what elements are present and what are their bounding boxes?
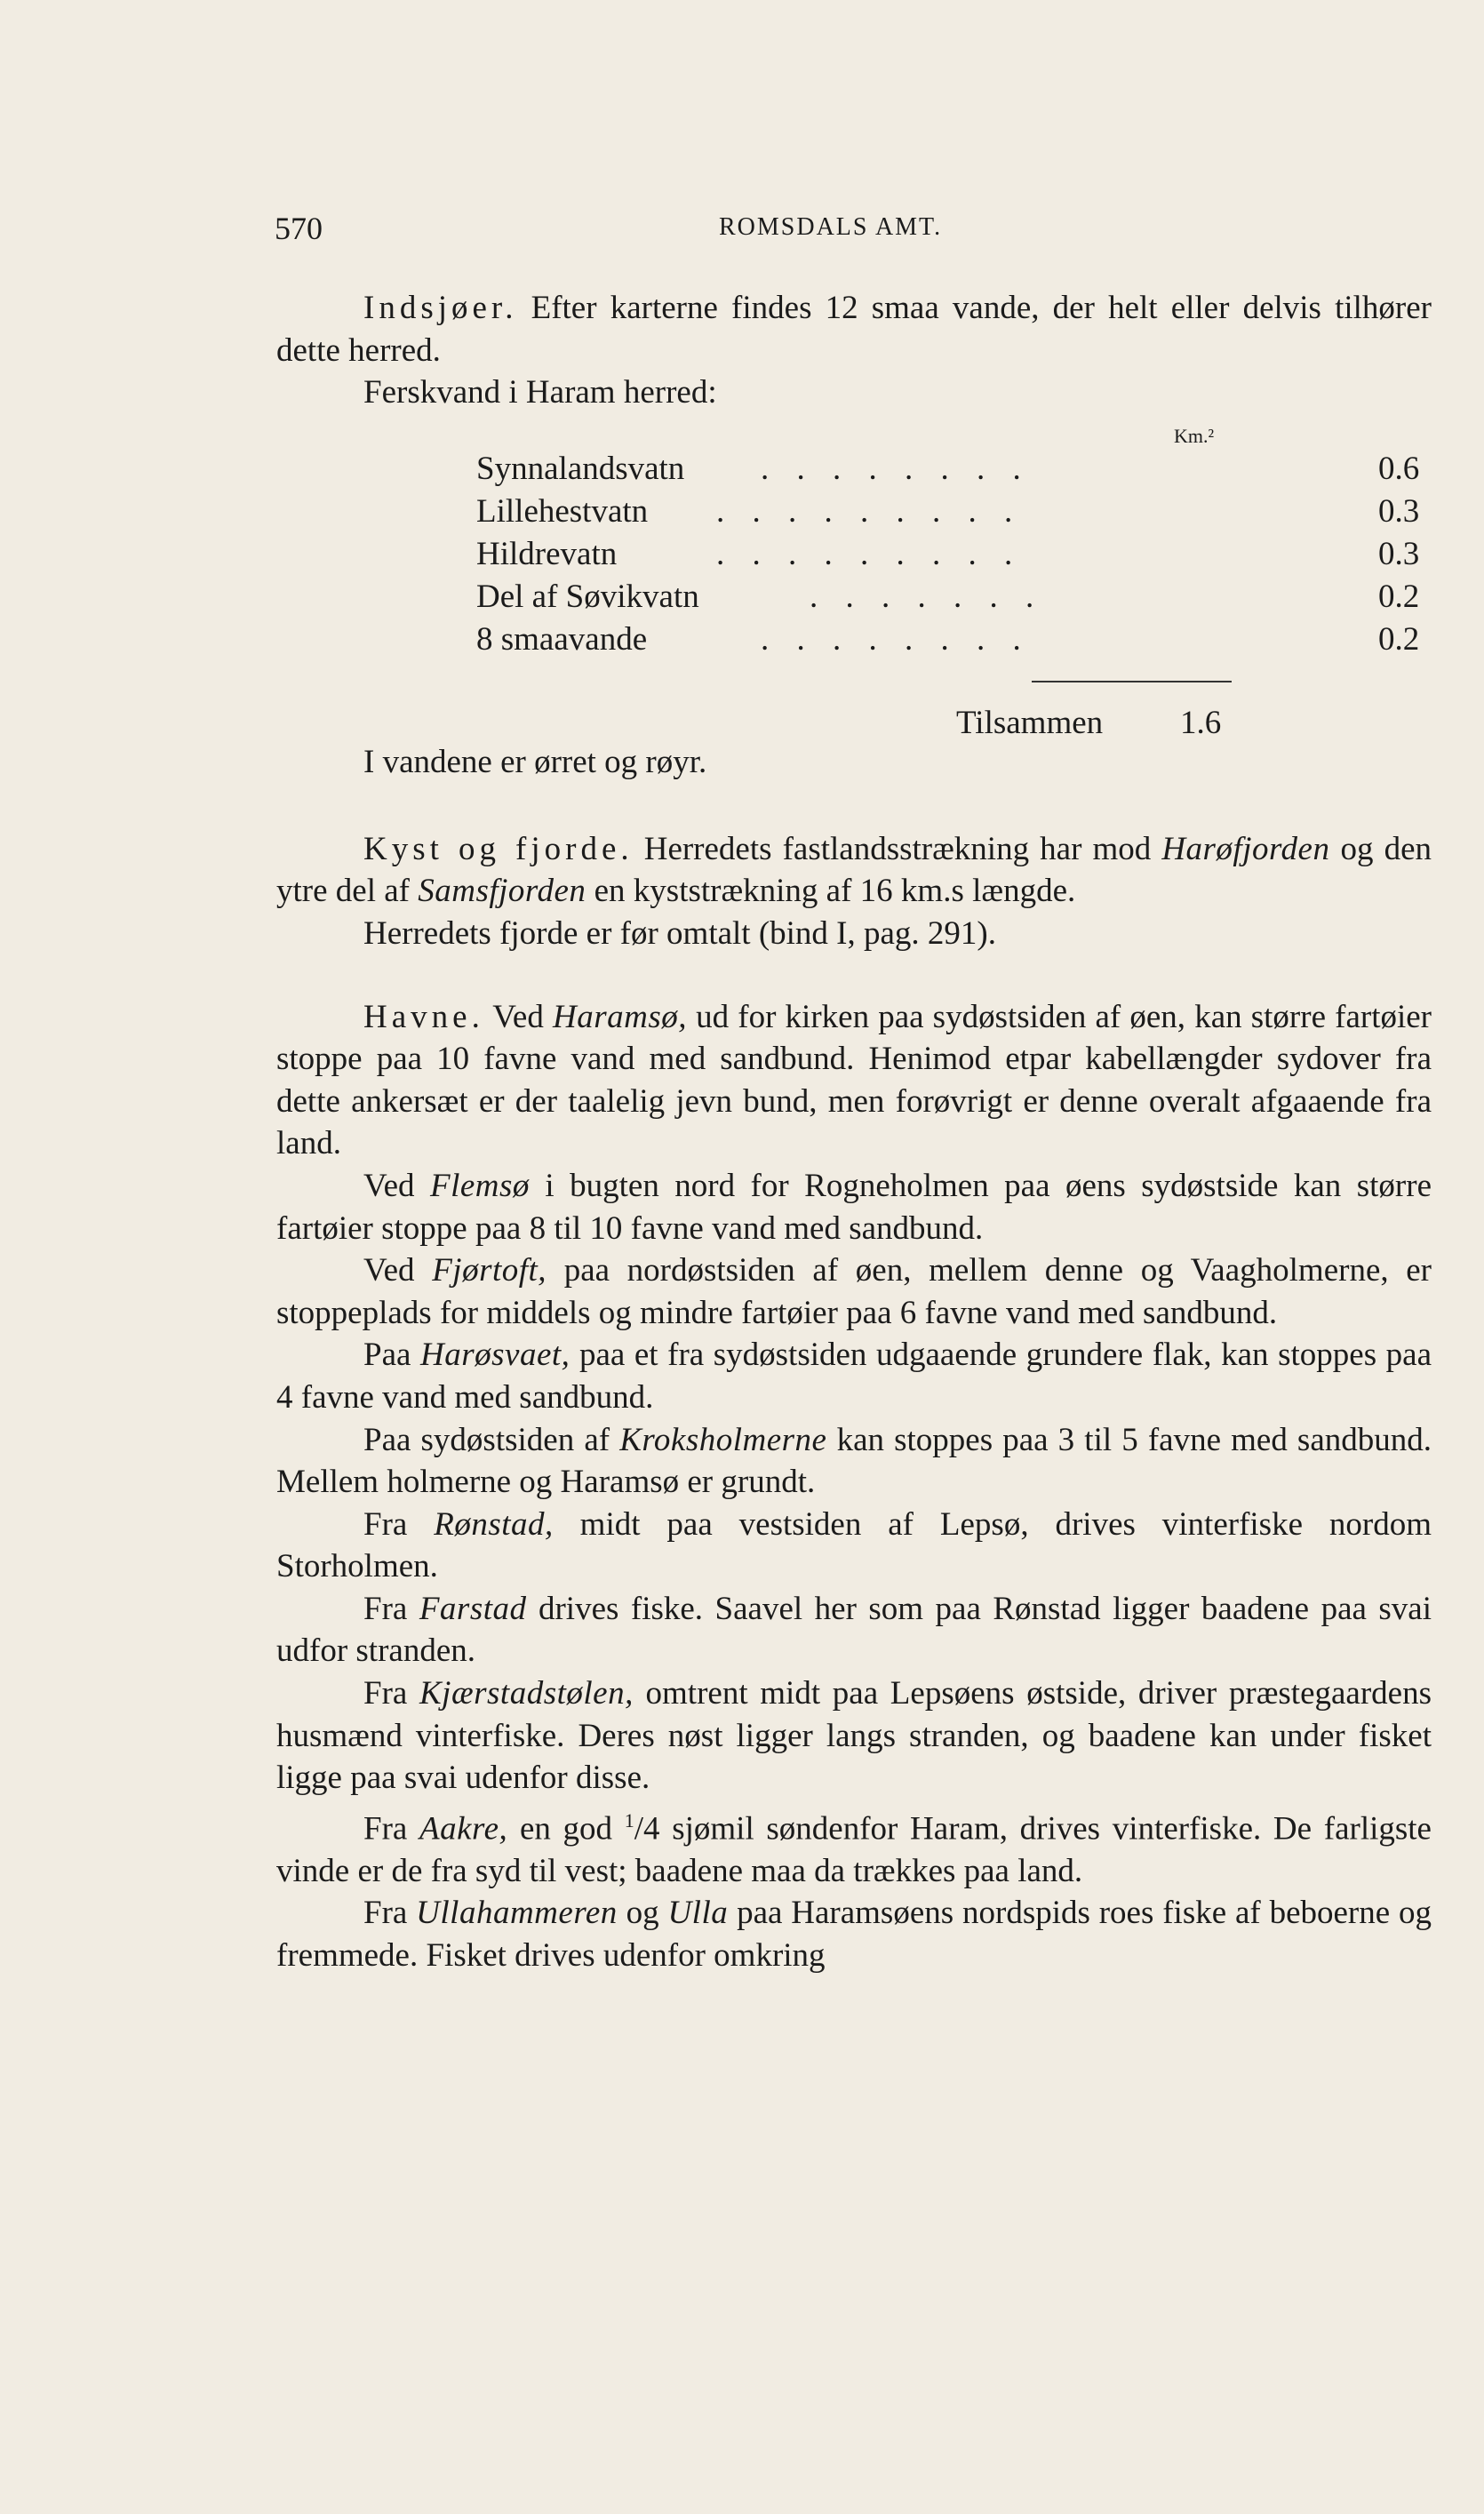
running-head: ROMSDALS AMT. [719, 213, 943, 241]
havne-text: Fra [363, 1810, 408, 1848]
havne-text: og [626, 1895, 659, 1932]
havne-paragraph [276, 1800, 1432, 1893]
havne-text: en god [519, 1810, 613, 1848]
havne-paragraph [276, 1672, 1432, 1800]
indsjoer-heading: Indsjøer. [363, 290, 518, 326]
havne-text: Fra [363, 1895, 408, 1932]
place-name: Farstad [419, 1590, 527, 1627]
kyst-heading: Kyst og fjorde. [363, 830, 634, 867]
lake-area: 0.3 [1378, 492, 1420, 530]
havne-text: kan stoppes paa 3 til 5 favne med sandbund. Mellem holmerne og Haramsø er grundt. [276, 1421, 1432, 1501]
fraction-numerator: 1 [624, 1808, 634, 1832]
page-number: 570 [275, 211, 323, 246]
place-name: Aakre, [419, 1810, 508, 1848]
lake-name: Lillehestvatn [476, 492, 649, 530]
havne-paragraph [276, 1165, 1432, 1249]
place-name: Kroksholmerne [619, 1421, 827, 1458]
havne-text: Paa [363, 1337, 411, 1374]
havne-paragraph [276, 1419, 1432, 1504]
havne-text: Ved [492, 998, 544, 1035]
kyst-text: og den ytre del af [276, 830, 1432, 910]
lake-row [476, 535, 1484, 578]
lake-row [476, 450, 1484, 492]
havne-paragraph [276, 1249, 1432, 1334]
page-body [276, 287, 1432, 1977]
place-name: Flemsø [430, 1167, 530, 1204]
leader-dots: . . . . . . . [810, 578, 1044, 615]
kyst-text: Herredets fastlandsstrækning har mod [643, 830, 1152, 867]
havne-text: Fra [363, 1675, 408, 1712]
leader-dots: . . . . . . . . [761, 620, 1031, 658]
place-name: Kjærstadstølen, [419, 1675, 634, 1712]
lake-area: 0.2 [1378, 620, 1420, 658]
havne-text: omtrent midt paa Lepsøens østside, driver præstegaardens husmænd vinterfiske. Deres nøst ligger langs stranden, og baadene kan under fisket ligge paa svai udenfor disse. [276, 1675, 1432, 1797]
havne-text: paa et fra sydøstsiden udgaaende grundere flak, kan stoppes paa 4 favne vand med sandbund. [276, 1337, 1432, 1416]
lake-name: 8 smaavande [476, 620, 648, 658]
havne-text: Ved [363, 1167, 415, 1204]
lake-area: 0.6 [1378, 450, 1420, 487]
place-name: Ulla [667, 1895, 729, 1932]
place-name: Haramsø, [552, 998, 687, 1035]
havne-text: Paa sydøstsiden af [363, 1421, 610, 1458]
leader-dots: . . . . . . . . [761, 450, 1031, 487]
havne-text: ud for kirken paa sydøstsiden af øen, kan større fartøier stoppe paa 10 favne vand med sandbund. Henimod etpar kabellængder sydover fra dette ankersæt er der taalelig jevn bund, men forøvrigt er denne overalt afgaaende fra land. [276, 998, 1432, 1162]
kyst-text: en kyststrækning af 16 km.s længde. [594, 873, 1076, 910]
lake-name: Del af Søvikvatn [476, 578, 699, 615]
havne-text: drives fiske. Saavel her som paa Rønstad ligger baadene paa svai udfor stranden. [276, 1590, 1432, 1670]
lake-row [476, 620, 1484, 663]
havne-text: Ved [363, 1252, 415, 1289]
kyst-paragraph [276, 828, 1432, 913]
lake-name: Synnalandsvatn [476, 450, 685, 487]
total-label: Tilsammen [956, 704, 1104, 741]
lake-row [476, 578, 1484, 620]
havne-text: i bugten nord for Rogneholmen paa øens sydøstside kan større fartøier stoppe paa 8 til 10 favne vand med sandbund. [276, 1167, 1432, 1247]
place-name: Harøfjorden [1161, 830, 1330, 867]
lake-area: 0.2 [1378, 578, 1420, 615]
kyst-paragraph-2: Herredets fjorde er før omtalt (bind I, pag. 291). [363, 914, 996, 952]
section-gap [276, 955, 1432, 996]
leader-dots: . . . . . . . . . [716, 492, 1023, 530]
lake-area: 0.3 [1378, 535, 1420, 572]
havne-text: paa Haramsøens nordspids roes fiske af beboerne og fremmede. Fisket drives udenfor omkring [276, 1895, 1432, 1974]
havne-text: paa nordøstsiden af øen, mellem denne og Vaagholmerne, er stoppeplads for middels og mindre fartøier paa 6 favne vand med sandbund. [276, 1252, 1432, 1331]
lake-row [476, 492, 1484, 535]
section-gap [276, 787, 1432, 828]
total-row [956, 704, 1222, 742]
place-name: Rønstad, [434, 1505, 554, 1543]
table-caption: Ferskvand i Haram herred: [363, 374, 717, 411]
havne-paragraph [276, 1892, 1432, 1976]
indsjoer-paragraph [276, 287, 1432, 371]
place-name: Ullahammeren [416, 1895, 618, 1932]
place-name: Harøsvaet, [420, 1337, 570, 1374]
fish-note: I vandene er ørret og røyr. [363, 743, 707, 780]
unit-label: Km.² [1174, 424, 1215, 447]
total-value: 1.6 [1180, 704, 1222, 741]
fraction-denominator: /4 [634, 1810, 660, 1848]
sum-rule [1032, 681, 1232, 682]
havne-heading: Havne. [363, 998, 484, 1035]
havne-paragraph [276, 1334, 1432, 1418]
havne-paragraph [276, 996, 1432, 1165]
lake-table [276, 414, 1432, 787]
havne-text: Fra [363, 1590, 408, 1627]
place-name: Samsfjorden [418, 873, 586, 910]
havne-text: sjømil søndenfor Haram, drives vinterfiske. De farligste vinde er de fra syd til vest; baadene maa da trækkes paa land. [276, 1810, 1432, 1889]
indsjoer-text: Efter karterne findes 12 smaa vande, der helt eller delvis tilhører dette herred. [276, 290, 1432, 369]
place-name: Fjørtoft, [432, 1252, 547, 1289]
leader-dots: . . . . . . . . . [716, 535, 1023, 572]
havne-text: Fra [363, 1505, 408, 1543]
lake-name: Hildrevatn [476, 535, 618, 572]
havne-text: midt paa vestsiden af Lepsø, drives vinterfiske nordom Storholmen. [276, 1505, 1432, 1585]
page-header [275, 210, 1430, 254]
havne-paragraph [276, 1588, 1432, 1672]
havne-paragraph [276, 1504, 1432, 1588]
